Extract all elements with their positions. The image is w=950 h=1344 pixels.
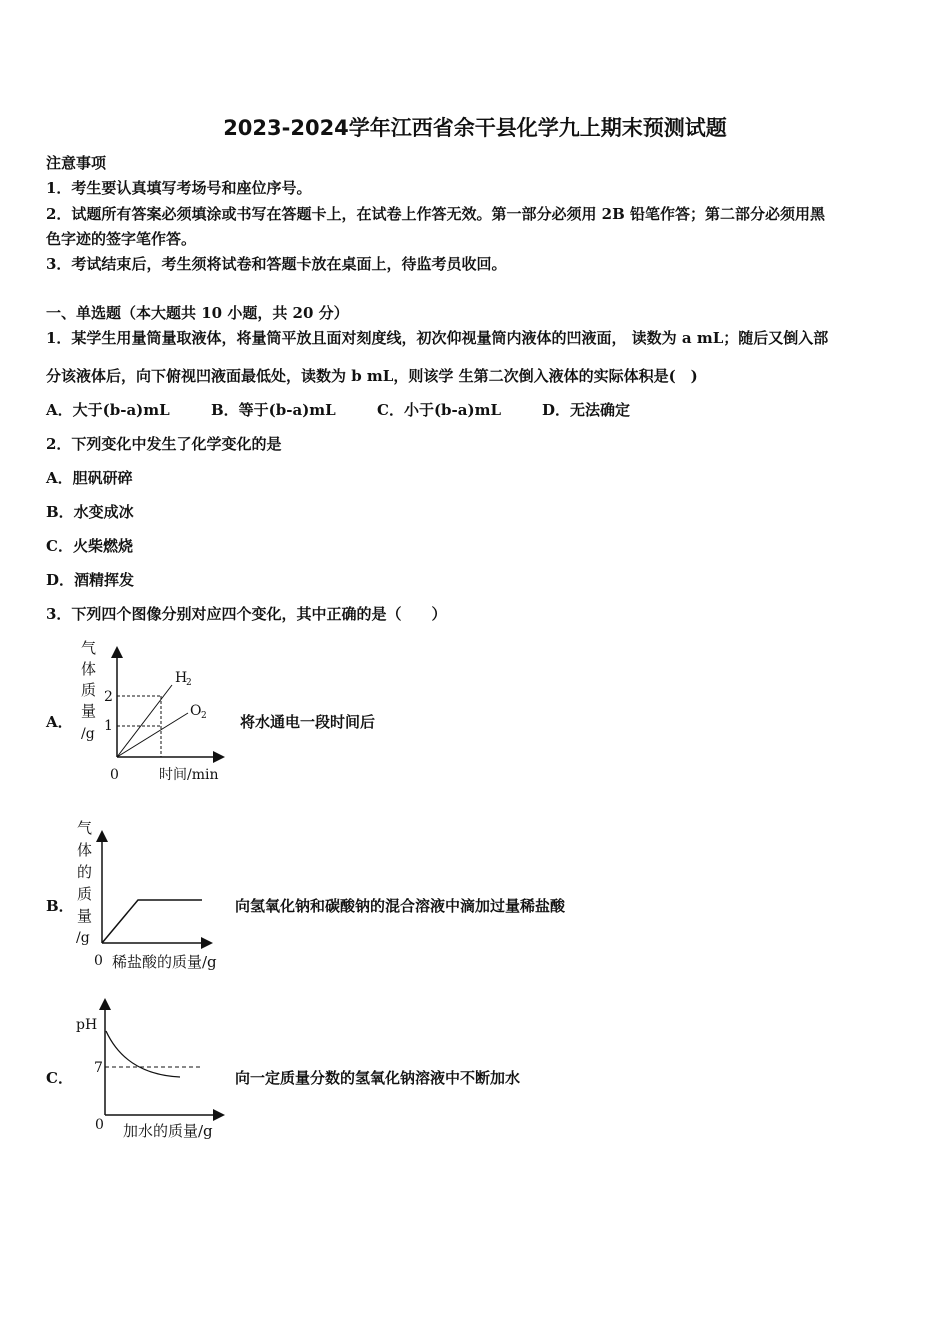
q3-graph-c: [70, 995, 240, 1145]
q1-option-d: D．无法确定: [542, 401, 631, 419]
notice-item: 1．考生要认真填写考场号和座位序号。: [46, 179, 312, 197]
q1-option-b: B．等于(b-a)mL: [211, 401, 336, 419]
y-label-char: 体: [81, 660, 97, 678]
y-label-unit: /g: [81, 726, 95, 742]
y-axis-label: pH: [76, 1017, 98, 1033]
x-axis-label: 加水的质量/g: [123, 1122, 213, 1140]
ph-curve: [106, 1031, 180, 1077]
q2-option-d: D．酒精挥发: [46, 571, 135, 589]
q2-option-a: A．胆矾研碎: [46, 469, 133, 487]
y-label-char: 体: [77, 841, 93, 859]
q3-option-c-label: C．: [46, 1069, 73, 1087]
series-label-h: H: [175, 670, 188, 686]
q3-option-b-desc: 向氢氧化钠和碳酸钠的混合溶液中滴加过量稀盐酸: [235, 897, 566, 915]
q3-option-b-label: B．: [46, 897, 74, 915]
y-label-char: 气: [77, 819, 93, 837]
origin-label: 0: [94, 953, 103, 969]
y-label-char: 的: [77, 863, 93, 881]
series-label-h-sub: 2: [186, 678, 192, 688]
q3-option-c-desc: 向一定质量分数的氢氧化钠溶液中不断加水: [235, 1069, 521, 1087]
o2-line: [117, 713, 188, 757]
y-label-char: 质: [77, 885, 93, 903]
question-2-stem: 2．下列变化中发生了化学变化的是: [46, 435, 282, 453]
y-label-char: 量: [81, 702, 97, 720]
question-1-line-2: 分该液体后，向下俯视凹液面最低处，读数为 b mL，则该学 生第二次倒入液体的实际体积是( ): [46, 367, 698, 385]
notice-item: 2．试题所有答案必须填涂或书写在答题卡上，在试卷上作答无效。第一部分必须用 2B 铅笔作答；第二部分必须用黑: [46, 205, 826, 223]
page-title: 2023-2024学年江西省余干县化学九上期末预测试题: [223, 116, 727, 140]
notice-heading: 注意事项: [46, 154, 107, 172]
question-3-stem: 3．下列四个图像分别对应四个变化，其中正确的是（ ）: [46, 605, 447, 623]
series-label-o: O: [190, 703, 202, 719]
q1-option-c: C．小于(b-a)mL: [377, 401, 501, 419]
y-label-unit: /g: [76, 930, 90, 946]
x-axis-label: 时间/min: [159, 767, 219, 783]
question-1-line-1: 1．某学生用量筒量取液体，将量筒平放且面对刻度线，初次仰视量筒内液体的凹液面， 读数为 a mL；随后又倒入部: [46, 329, 829, 347]
tick-label-1: 1: [104, 718, 113, 734]
tick-label-7: 7: [94, 1060, 103, 1076]
notice-item: 3．考试结束后，考生须将试卷和答题卡放在桌面上，待监考员收回。: [46, 255, 507, 273]
q3-option-a-desc: 将水通电一段时间后: [240, 713, 376, 731]
section-heading: 一、单选题（本大题共 10 小题，共 20 分）: [46, 304, 349, 322]
y-label-char: 气: [81, 639, 97, 657]
tick-label-2: 2: [104, 689, 113, 705]
gas-mass-curve: [102, 900, 202, 943]
q2-option-c: C．火柴燃烧: [46, 537, 133, 555]
y-label-char: 质: [81, 681, 97, 699]
notice-item: 色字迹的签字笔作答。: [46, 230, 197, 248]
x-axis-label: 稀盐酸的质量/g: [112, 953, 217, 971]
origin-label: 0: [95, 1117, 104, 1133]
q3-option-a-label: A．: [46, 713, 73, 731]
q1-option-a: A．大于(b-a)mL: [46, 401, 170, 419]
q3-graph-a: [70, 635, 240, 790]
series-label-o-sub: 2: [201, 711, 207, 721]
origin-label: 0: [110, 767, 119, 783]
q3-graph-b: [70, 815, 240, 975]
y-label-char: 量: [77, 907, 93, 925]
q2-option-b: B．水变成冰: [46, 503, 134, 521]
